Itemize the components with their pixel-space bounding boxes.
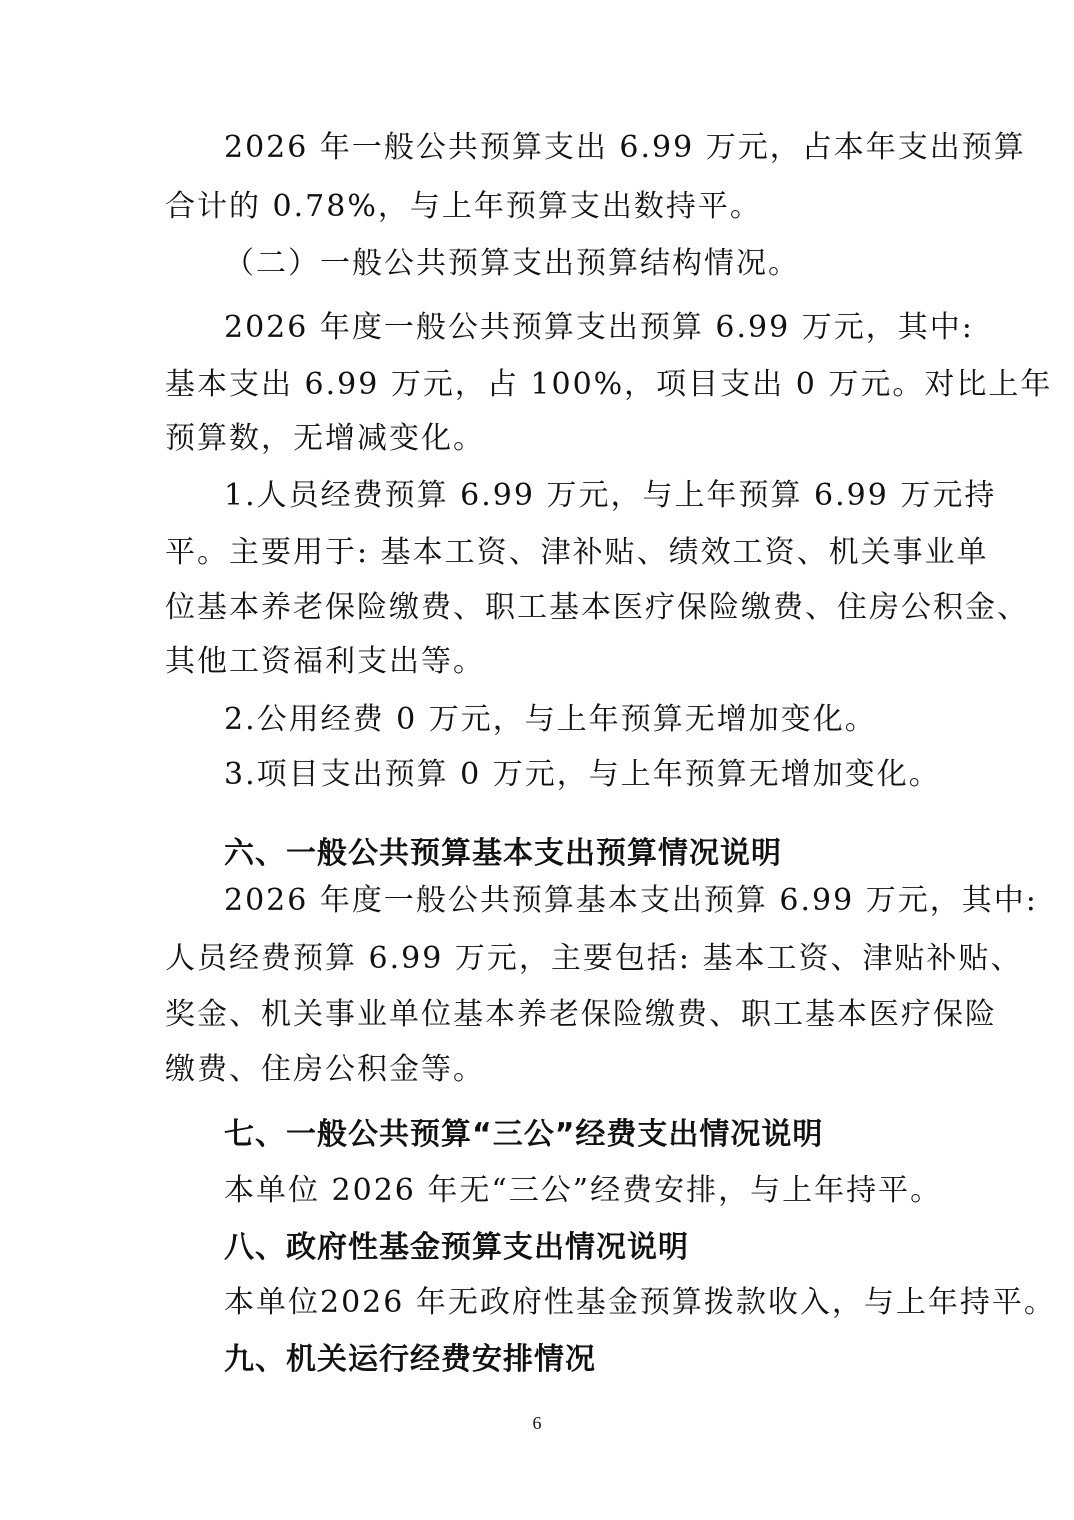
item-1-line-4: 其他工资福利支出等。 [165, 644, 485, 679]
page-number: 6 [532, 1413, 542, 1433]
paragraph-1-line-2: 合计的 0.78%，与上年预算支出数持平。 [165, 189, 762, 224]
section-8-line-1: 本单位2026 年无政府性基金预算拨款收入，与上年持平。 [224, 1285, 1056, 1320]
section-6-line-2: 人员经费预算 6.99 万元，主要包括: 基本工资、津贴补贴、 [165, 941, 1023, 976]
section-8-heading: 八、政府性基金预算支出情况说明 [224, 1230, 689, 1265]
section-6-heading: 六、一般公共预算基本支出预算情况说明 [224, 836, 782, 871]
structure-subheading: （二）一般公共预算支出预算结构情况。 [224, 246, 800, 281]
item-1-line-2: 平。主要用于: 基本工资、津补贴、绩效工资、机关事业单 [165, 535, 989, 570]
paragraph-2-line-2: 基本支出 6.99 万元，占 100%，项目支出 0 万元。对比上年 [165, 367, 1053, 402]
item-2: 2.公用经费 0 万元，与上年预算无增加变化。 [224, 702, 877, 737]
item-1-line-1: 1.人员经费预算 6.99 万元，与上年预算 6.99 万元持 [224, 478, 997, 513]
section-7-heading: 七、一般公共预算“三公”经费支出情况说明 [224, 1117, 824, 1152]
paragraph-2-line-3: 预算数，无增减变化。 [165, 421, 485, 456]
item-3: 3.项目支出预算 0 万元，与上年预算无增加变化。 [224, 757, 941, 792]
paragraph-1-line-1: 2026 年一般公共预算支出 6.99 万元，占本年支出预算 [224, 130, 1026, 165]
section-6-line-1: 2026 年度一般公共预算基本支出预算 6.99 万元，其中: [224, 883, 1038, 918]
section-6-line-3: 奖金、机关事业单位基本养老保险缴费、职工基本医疗保险 [165, 997, 997, 1032]
section-6-line-4: 缴费、住房公积金等。 [165, 1052, 485, 1087]
item-1-line-3: 位基本养老保险缴费、职工基本医疗保险缴费、住房公积金、 [165, 590, 1029, 625]
section-7-line-1: 本单位 2026 年无“三公”经费安排，与上年持平。 [224, 1173, 943, 1208]
section-9-heading: 九、机关运行经费安排情况 [224, 1342, 596, 1377]
paragraph-2-line-1: 2026 年度一般公共预算支出预算 6.99 万元，其中: [224, 310, 974, 345]
